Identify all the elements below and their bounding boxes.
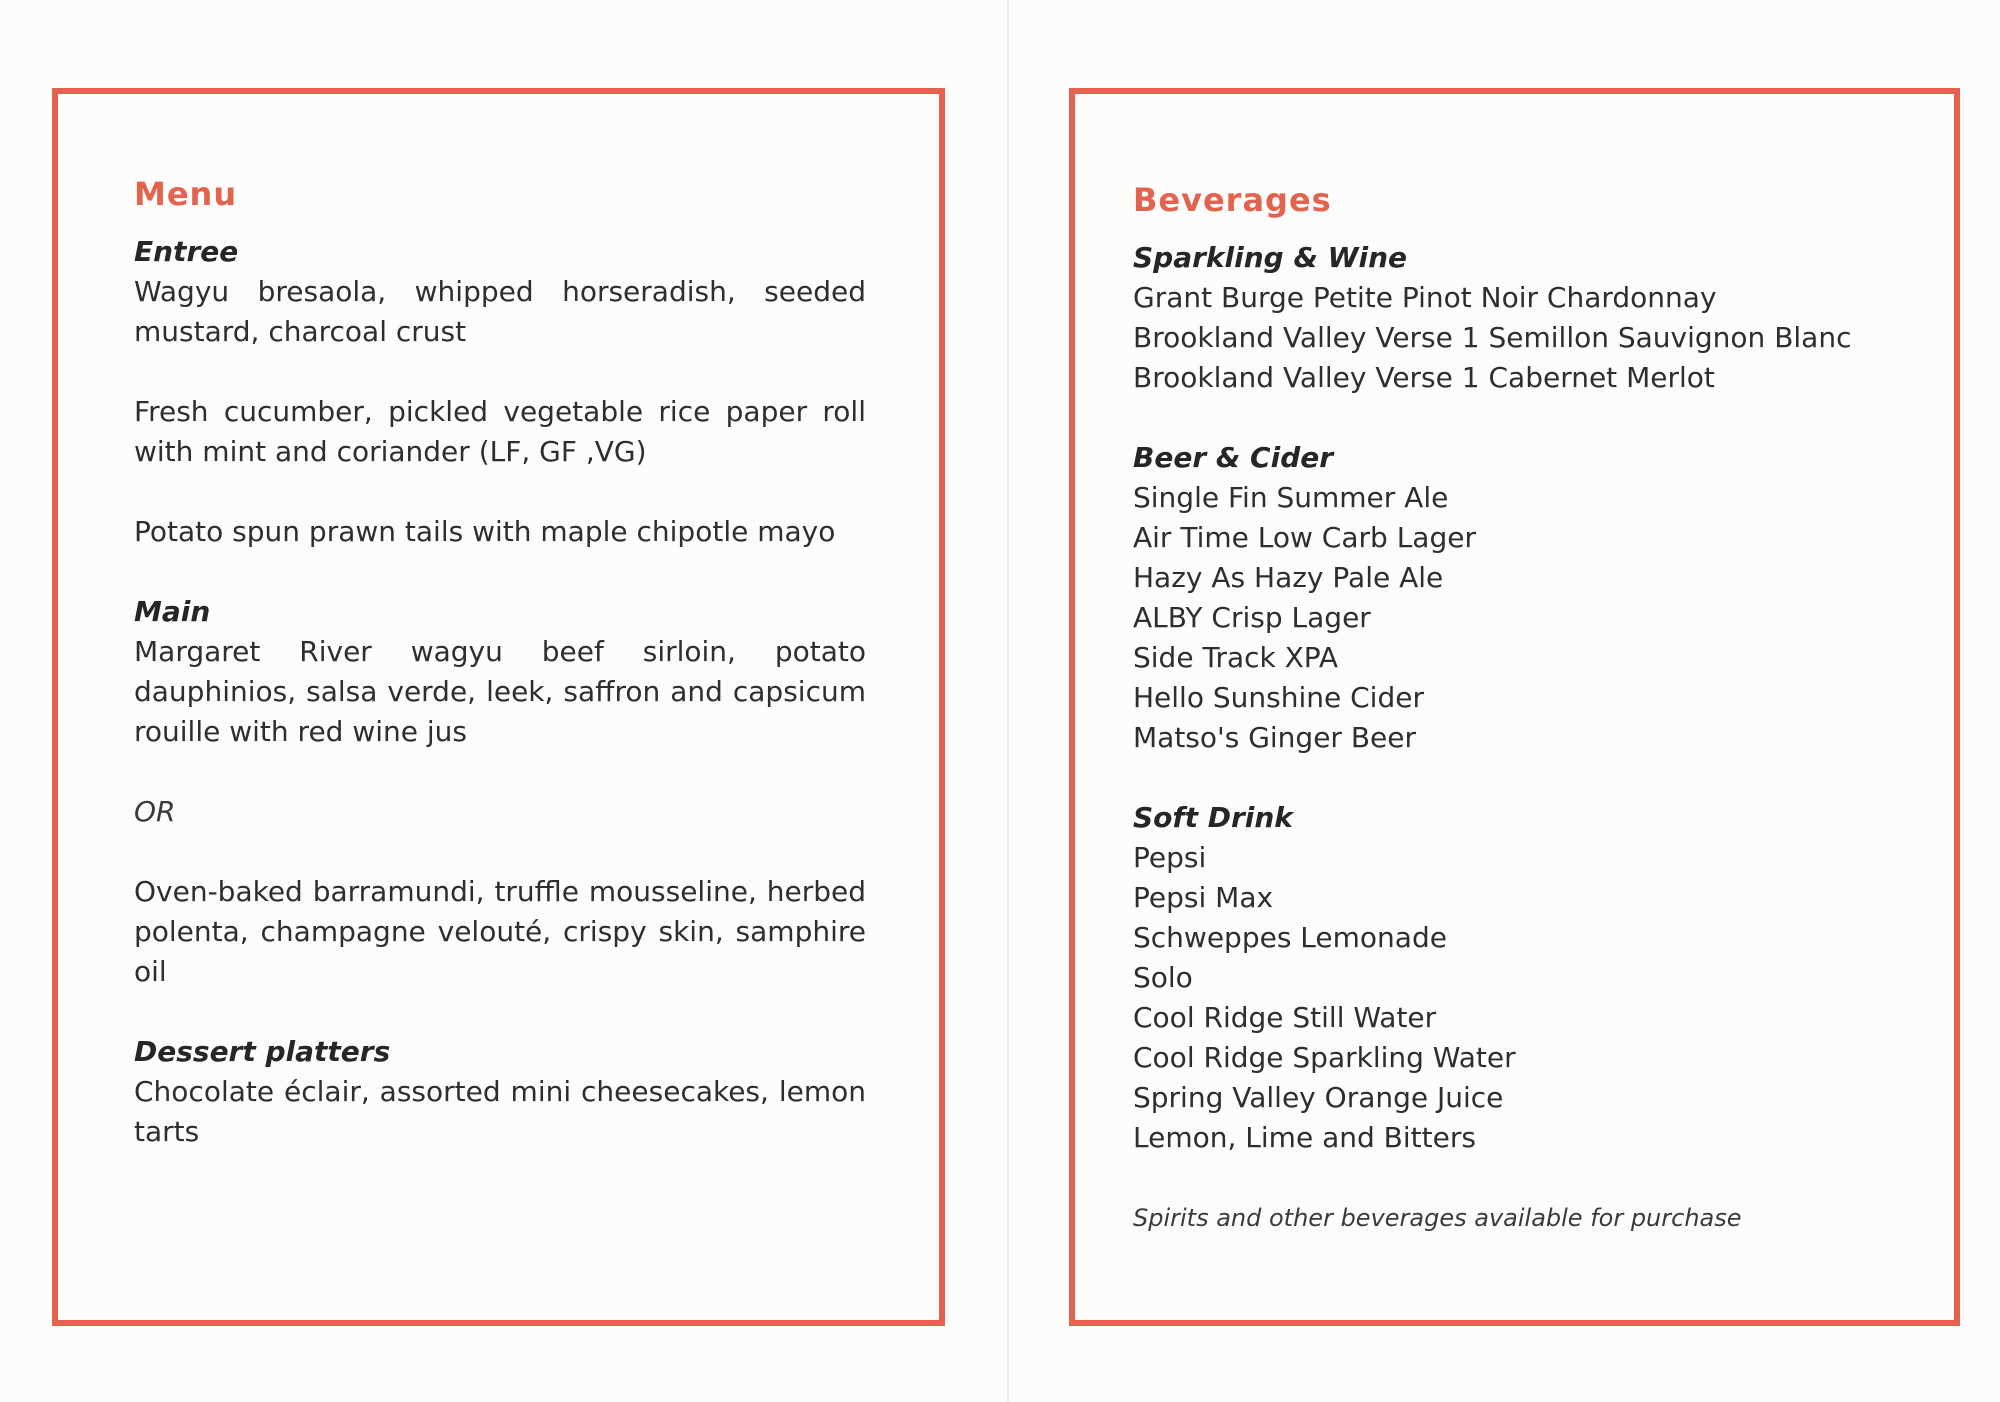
- list-item: Grant Burge Petite Pinot Noir Chardonnay: [1133, 281, 1717, 314]
- entree-heading: Entree: [134, 235, 239, 268]
- soft-drink-list: [1133, 838, 1913, 1158]
- list-item: Brookland Valley Verse 1 Semillon Sauvignon Blanc: [1133, 321, 1852, 354]
- list-item: Single Fin Summer Ale: [1133, 481, 1449, 514]
- entree-item: Potato spun prawn tails with maple chipotle mayo: [134, 515, 836, 548]
- beer-cider-heading: Beer & Cider: [1133, 441, 1334, 474]
- list-item: Spring Valley Orange Juice: [1133, 1081, 1504, 1114]
- beverages-panel: [1069, 88, 1960, 1326]
- beer-cider-list: [1133, 478, 1913, 758]
- list-item: Solo: [1133, 961, 1193, 994]
- main-item: Oven-baked barramundi, truffle mousseline, herbed polenta, champagne velouté, crispy skin, samphire oil: [134, 875, 866, 988]
- list-item: ALBY Crisp Lager: [1133, 601, 1371, 634]
- list-item: Air Time Low Carb Lager: [1133, 521, 1476, 554]
- list-item: Brookland Valley Verse 1 Cabernet Merlot: [1133, 361, 1715, 394]
- menu-title: Menu: [134, 175, 238, 213]
- entree-item: Wagyu bresaola, whipped horseradish, seeded mustard, charcoal crust: [134, 275, 866, 348]
- main-item: Margaret River wagyu beef sirloin, potato dauphinios, salsa verde, leek, saffron and capsicum rouille with red wine jus: [134, 635, 866, 748]
- list-item: Hello Sunshine Cider: [1133, 681, 1424, 714]
- list-item: Cool Ridge Sparkling Water: [1133, 1041, 1516, 1074]
- dessert-heading: Dessert platters: [134, 1035, 391, 1068]
- dessert-item: Chocolate éclair, assorted mini cheesecakes, lemon tarts: [134, 1075, 866, 1148]
- list-item: Lemon, Lime and Bitters: [1133, 1121, 1476, 1154]
- list-item: Side Track XPA: [1133, 641, 1339, 674]
- list-item: Pepsi: [1133, 841, 1207, 874]
- beverages-content: [1133, 180, 1913, 1238]
- list-item: Schweppes Lemonade: [1133, 921, 1447, 954]
- menu-panel: [52, 88, 945, 1326]
- page-fold: [1007, 0, 1009, 1402]
- beverages-footnote: Spirits and other beverages available for purchase: [1133, 1204, 1742, 1232]
- main-or-separator: OR: [134, 795, 176, 828]
- menu-content: [134, 174, 866, 1192]
- list-item: Pepsi Max: [1133, 881, 1274, 914]
- soft-drink-heading: Soft Drink: [1133, 801, 1293, 834]
- list-item: Matso's Ginger Beer: [1133, 721, 1417, 754]
- beverages-title: Beverages: [1133, 181, 1332, 219]
- main-heading: Main: [134, 595, 211, 628]
- sparkling-wine-list: [1133, 278, 1913, 398]
- list-item: Hazy As Hazy Pale Ale: [1133, 561, 1444, 594]
- list-item: Cool Ridge Still Water: [1133, 1001, 1437, 1034]
- entree-item: Fresh cucumber, pickled vegetable rice paper roll with mint and coriander (LF, GF ,VG): [134, 395, 866, 468]
- sparkling-wine-heading: Sparkling & Wine: [1133, 241, 1408, 274]
